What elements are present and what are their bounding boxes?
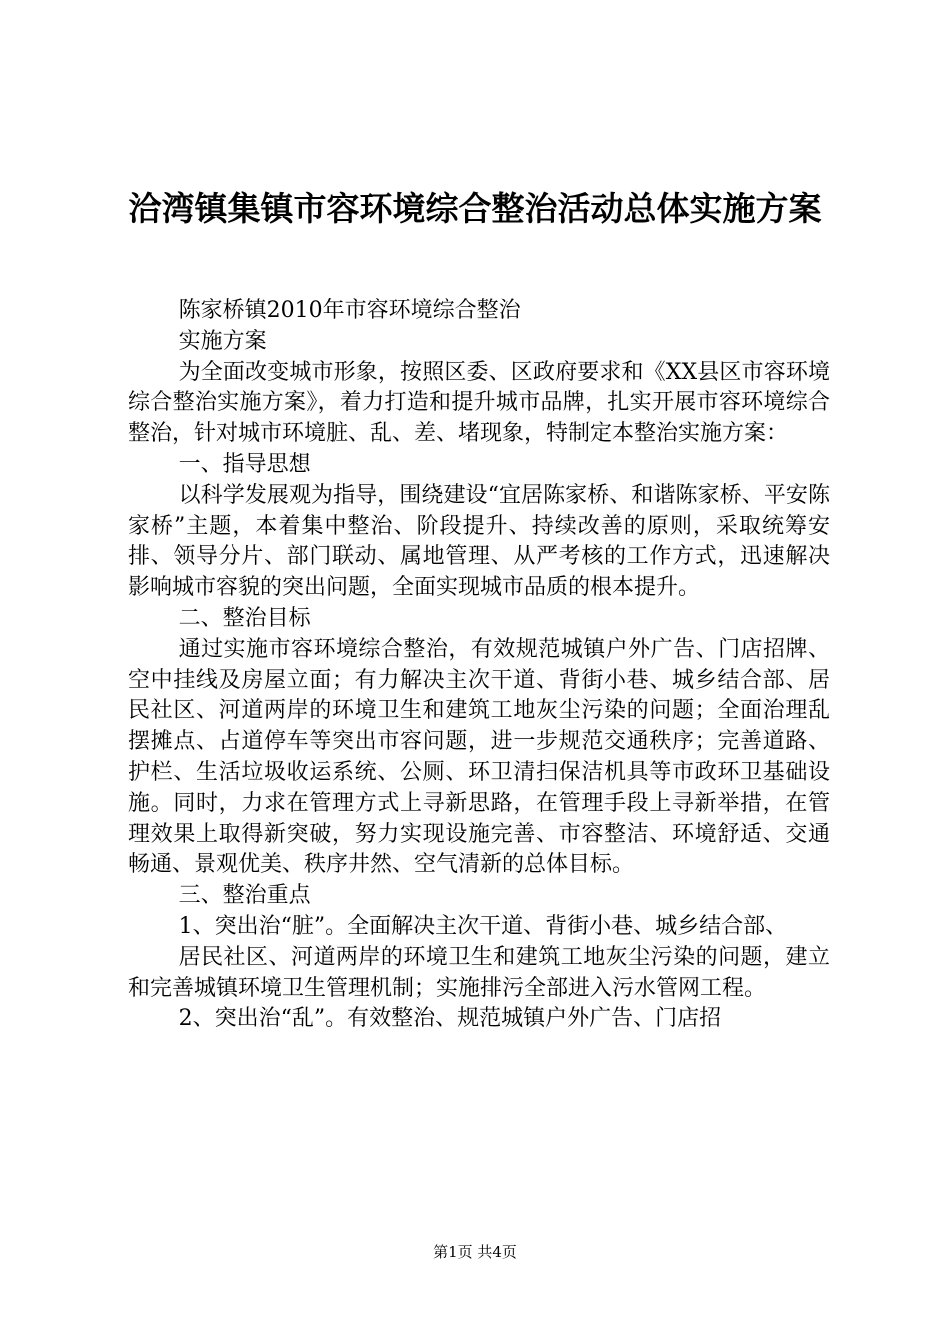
paragraph-focus-2: 2、突出治“乱”。有效整治、规范城镇户外广告、门店招 bbox=[178, 1006, 722, 1032]
paragraph-intro: 为全面改变城市形象，按照区委、区政府要求和《XX县区市容环境综合整治实施方案》，着力打造和提升城市品牌，扎实开展市容环境综合整治，针对城市环境脏、乱、差、堵现象，特制定本整治实施方案： bbox=[128, 359, 830, 447]
paragraph-subtitle-line-1: 陈家桥镇2010年市容环境综合整治 bbox=[178, 298, 521, 323]
document-title: 洽湾镇集镇市容环境综合整治活动总体实施方案 bbox=[128, 189, 822, 228]
section-heading-3: 三、整治重点 bbox=[178, 883, 311, 909]
paragraph-subtitle-line-2: 实施方案 bbox=[178, 328, 267, 354]
paragraph-focus-1: 1、突出治“脏”。全面解决主次干道、背街小巷、城乡结合部、 bbox=[178, 913, 788, 939]
paragraph-guiding-ideology: 以科学发展观为指导，围绕建设“宜居陈家桥、和谐陈家桥、平安陈家桥”主题，本着集中整治、阶段提升、持续改善的原则，采取统筹安排、领导分片、部门联动、属地管理、从严考核的工作方式，迅速解决影响城市容貌的突出问题，全面实现城市品质的根本提升。 bbox=[128, 482, 830, 601]
section-heading-2: 二、整治目标 bbox=[178, 605, 311, 631]
paragraph-focus-1-continued: 居民社区、河道两岸的环境卫生和建筑工地灰尘污染的问题，建立和完善城镇环境卫生管理机制；实施排污全部进入污水管网工程。 bbox=[128, 944, 830, 1001]
document-body bbox=[128, 296, 830, 1035]
page-number: 第1页 共4页 bbox=[433, 1243, 517, 1261]
section-heading-1: 一、指导思想 bbox=[178, 451, 311, 477]
paragraph-goals: 通过实施市容环境综合整治，有效规范城镇户外广告、门店招牌、空中挂线及房屋立面；有力解决主次干道、背街小巷、城乡结合部、居民社区、河道两岸的环境卫生和建筑工地灰尘污染的问题；全面治理乱摆摊点、占道停车等突出市容问题，进一步规范交通秩序；完善道路、护栏、生活垃圾收运系统、公厕、环卫清扫保洁机具等市政环卫基础设施。同时，力求在管理方式上寻新思路，在管理手段上寻新举措，在管理效果上取得新突破，努力实现设施完善、市容整洁、环境舒适、交通畅通、景观优美、秩序井然、空气清新的总体目标。 bbox=[128, 636, 830, 878]
